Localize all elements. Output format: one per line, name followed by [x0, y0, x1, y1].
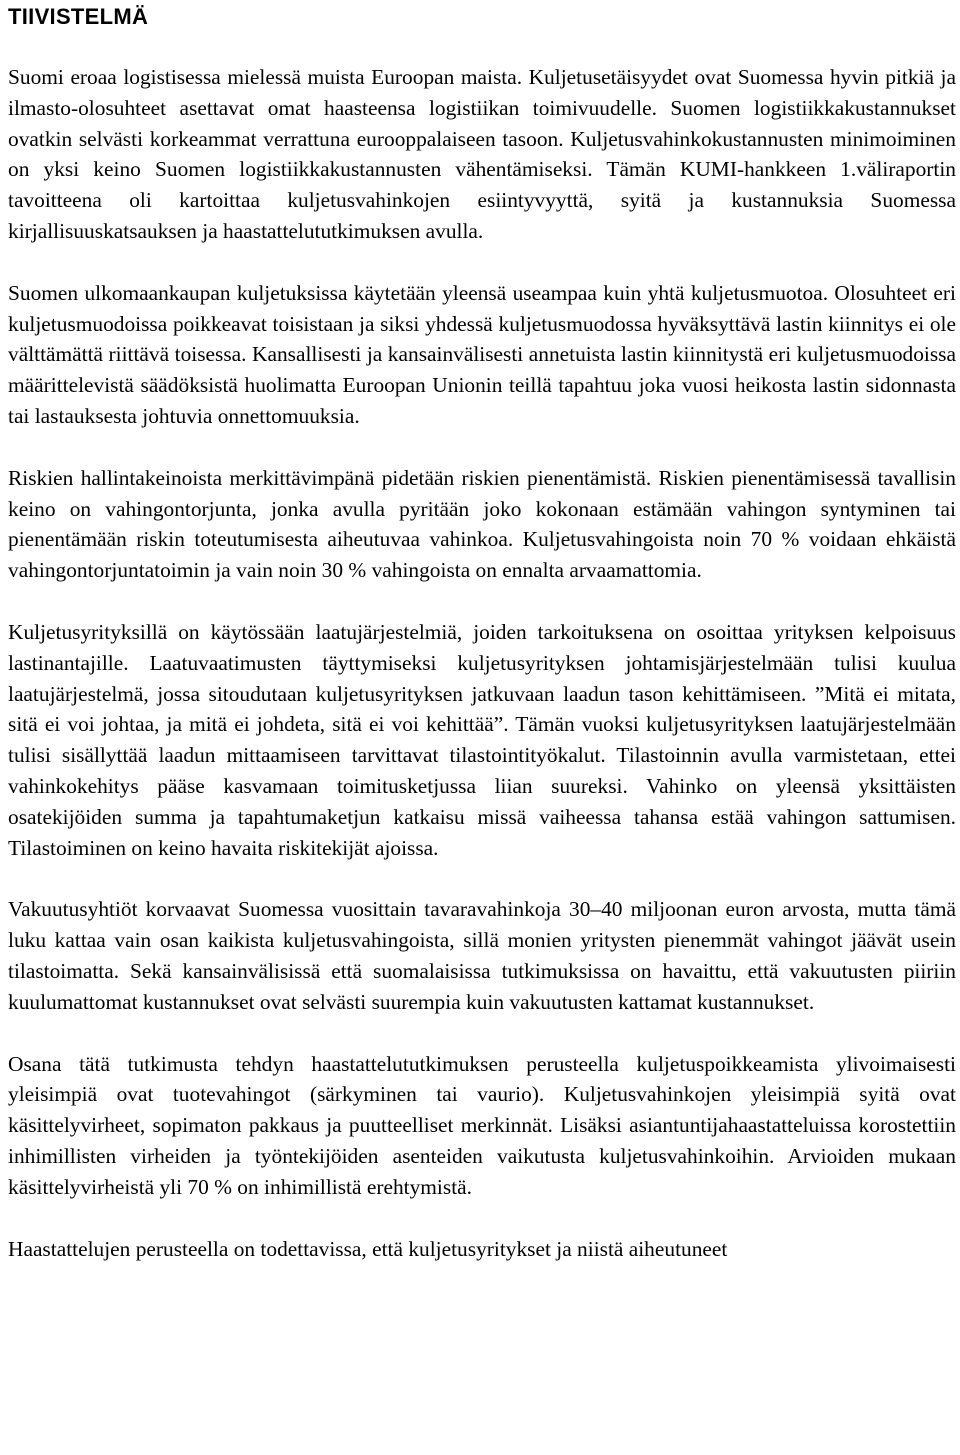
document-page	[8, 0, 956, 1264]
paragraph-interview-findings: Osana tätä tutkimusta tehdyn haastattelututkimuksen perusteella kuljetuspoikkeamista ylivoimaisesti yleisimpiä ovat tuotevahingot (särkyminen tai vaurio). Kuljetusvahinkojen yleisimpiä syitä ovat käsittelyvirheet, sopimaton pakkaus ja puutteelliset merkinnät. Lisäksi asiantuntijahaastatteluissa korostettiin inhimillisten virheiden ja työntekijöiden asenteiden vaikutusta kuljetusvahinkoihin. Arvioiden mukaan käsittelyvirheistä yli 70 % on inhimillistä erehtymistä.	[8, 1051, 956, 1199]
paragraph-intro: Suomi eroaa logistisessa mielessä muista Euroopan maista. Kuljetusetäisyydet ovat Suomessa hyvin pitkiä ja ilmasto-olosuhteet asettavat omat haasteensa logistiikan toimivuudelle. Suomen logistiikkakustannukset ovatkin selvästi korkeammat verrattuna eurooppalaiseen tasoon. Kuljetusvahinkokustannusten minimoiminen on yksi keino Suomen logistiikkakustannusten vähentämiseksi. Tämän KUMI-hankkeen 1.väliraportin tavoitteena oli kartoittaa kuljetusvahinkojen esiintyvyyttä, syitä ja kustannuksia Suomessa kirjallisuuskatsauksen ja haastattelututkimuksen avulla.	[8, 65, 956, 243]
paragraph-transport-modes: Suomen ulkomaankaupan kuljetuksissa käytetään yleensä useampaa kuin yhtä kuljetusmuotoa. Olosuhteet eri kuljetusmuodoissa poikkeavat toisistaan ja siksi yhdessä kuljetusmuodossa hyväksyttävä lastin kiinnitys ei ole välttämättä riittävä toisessa. Kansallisesti ja kansainvälisesti annetuista lastin kiinnitystä eri kuljetusmuodoissa määrittelevistä säädöksistä huolimatta Euroopan Unionin teillä tapahtuu joka vuosi heikosta lastin sidonnasta tai lastauksesta johtuvia onnettomuuksia.	[8, 280, 956, 428]
paragraph-insurance: Vakuutusyhtiöt korvaavat Suomessa vuosittain tavaravahinkoja 30–40 miljoonan euron arvosta, mutta tämä luku kattaa vain osan kaikista kuljetusvahingoista, sillä monien yritysten pienemmät vahingot jäävät usein tilastoimatta. Sekä kansainvälisissä että suomalaisissa tutkimuksissa on havaittu, että vakuutusten piiriin kuulumattomat kustannukset ovat selvästi suurempia kuin vakuutusten kattamat kustannukset.	[8, 897, 956, 1014]
paragraph-interview-conclusion: Haastattelujen perusteella on todettavissa, että kuljetusyritykset ja niistä aiheutuneet	[8, 1236, 728, 1261]
page-title: TIIVISTELMÄ	[8, 4, 149, 29]
paragraph-risk-management: Riskien hallintakeinoista merkittävimpänä pidetään riskien pienentämistä. Riskien pienentämisessä tavallisin keino on vahingontorjunta, jonka avulla pyritään joko kokonaan estämään vahingon syntyminen tai pienentämään riskin toteutumisesta aiheutuvaa vahinkoa. Kuljetusvahingoista noin 70 % voidaan ehkäistä vahingontorjuntatoimin ja vain noin 30 % vahingoista on ennalta arvaamattomia.	[8, 465, 956, 583]
paragraph-quality-systems: Kuljetusyrityksillä on käytössään laatujärjestelmiä, joiden tarkoituksena on osoittaa yrityksen kelpoisuus lastinantajille. Laatuvaatimusten täyttymiseksi kuljetusyrityksen johtamisjärjestelmään tulisi kuulua laatujärjestelmä, jossa sitoudutaan kuljetusyrityksen jatkuvaan laadun tason kehittämiseen. ”Mitä ei mitata, sitä ei voi johtaa, ja mitä ei johdeta, sitä ei voi kehittää”. Tämän vuoksi kuljetusyrityksen laatujärjestelmään tulisi sisällyttää laadun mittaamiseen tarvittavat tilastointityökalut. Tilastoinnin avulla varmistetaan, ettei vahinkokehitys pääse kasvamaan toimitusketjussa liian suureksi. Vahinko on yleensä yksittäisten osatekijöiden summa ja tapahtumaketjun katkaisu missä vaiheessa tahansa estää vahingon sattumisen. Tilastoiminen on keino havaita riskitekijät ajoissa.	[8, 619, 956, 860]
